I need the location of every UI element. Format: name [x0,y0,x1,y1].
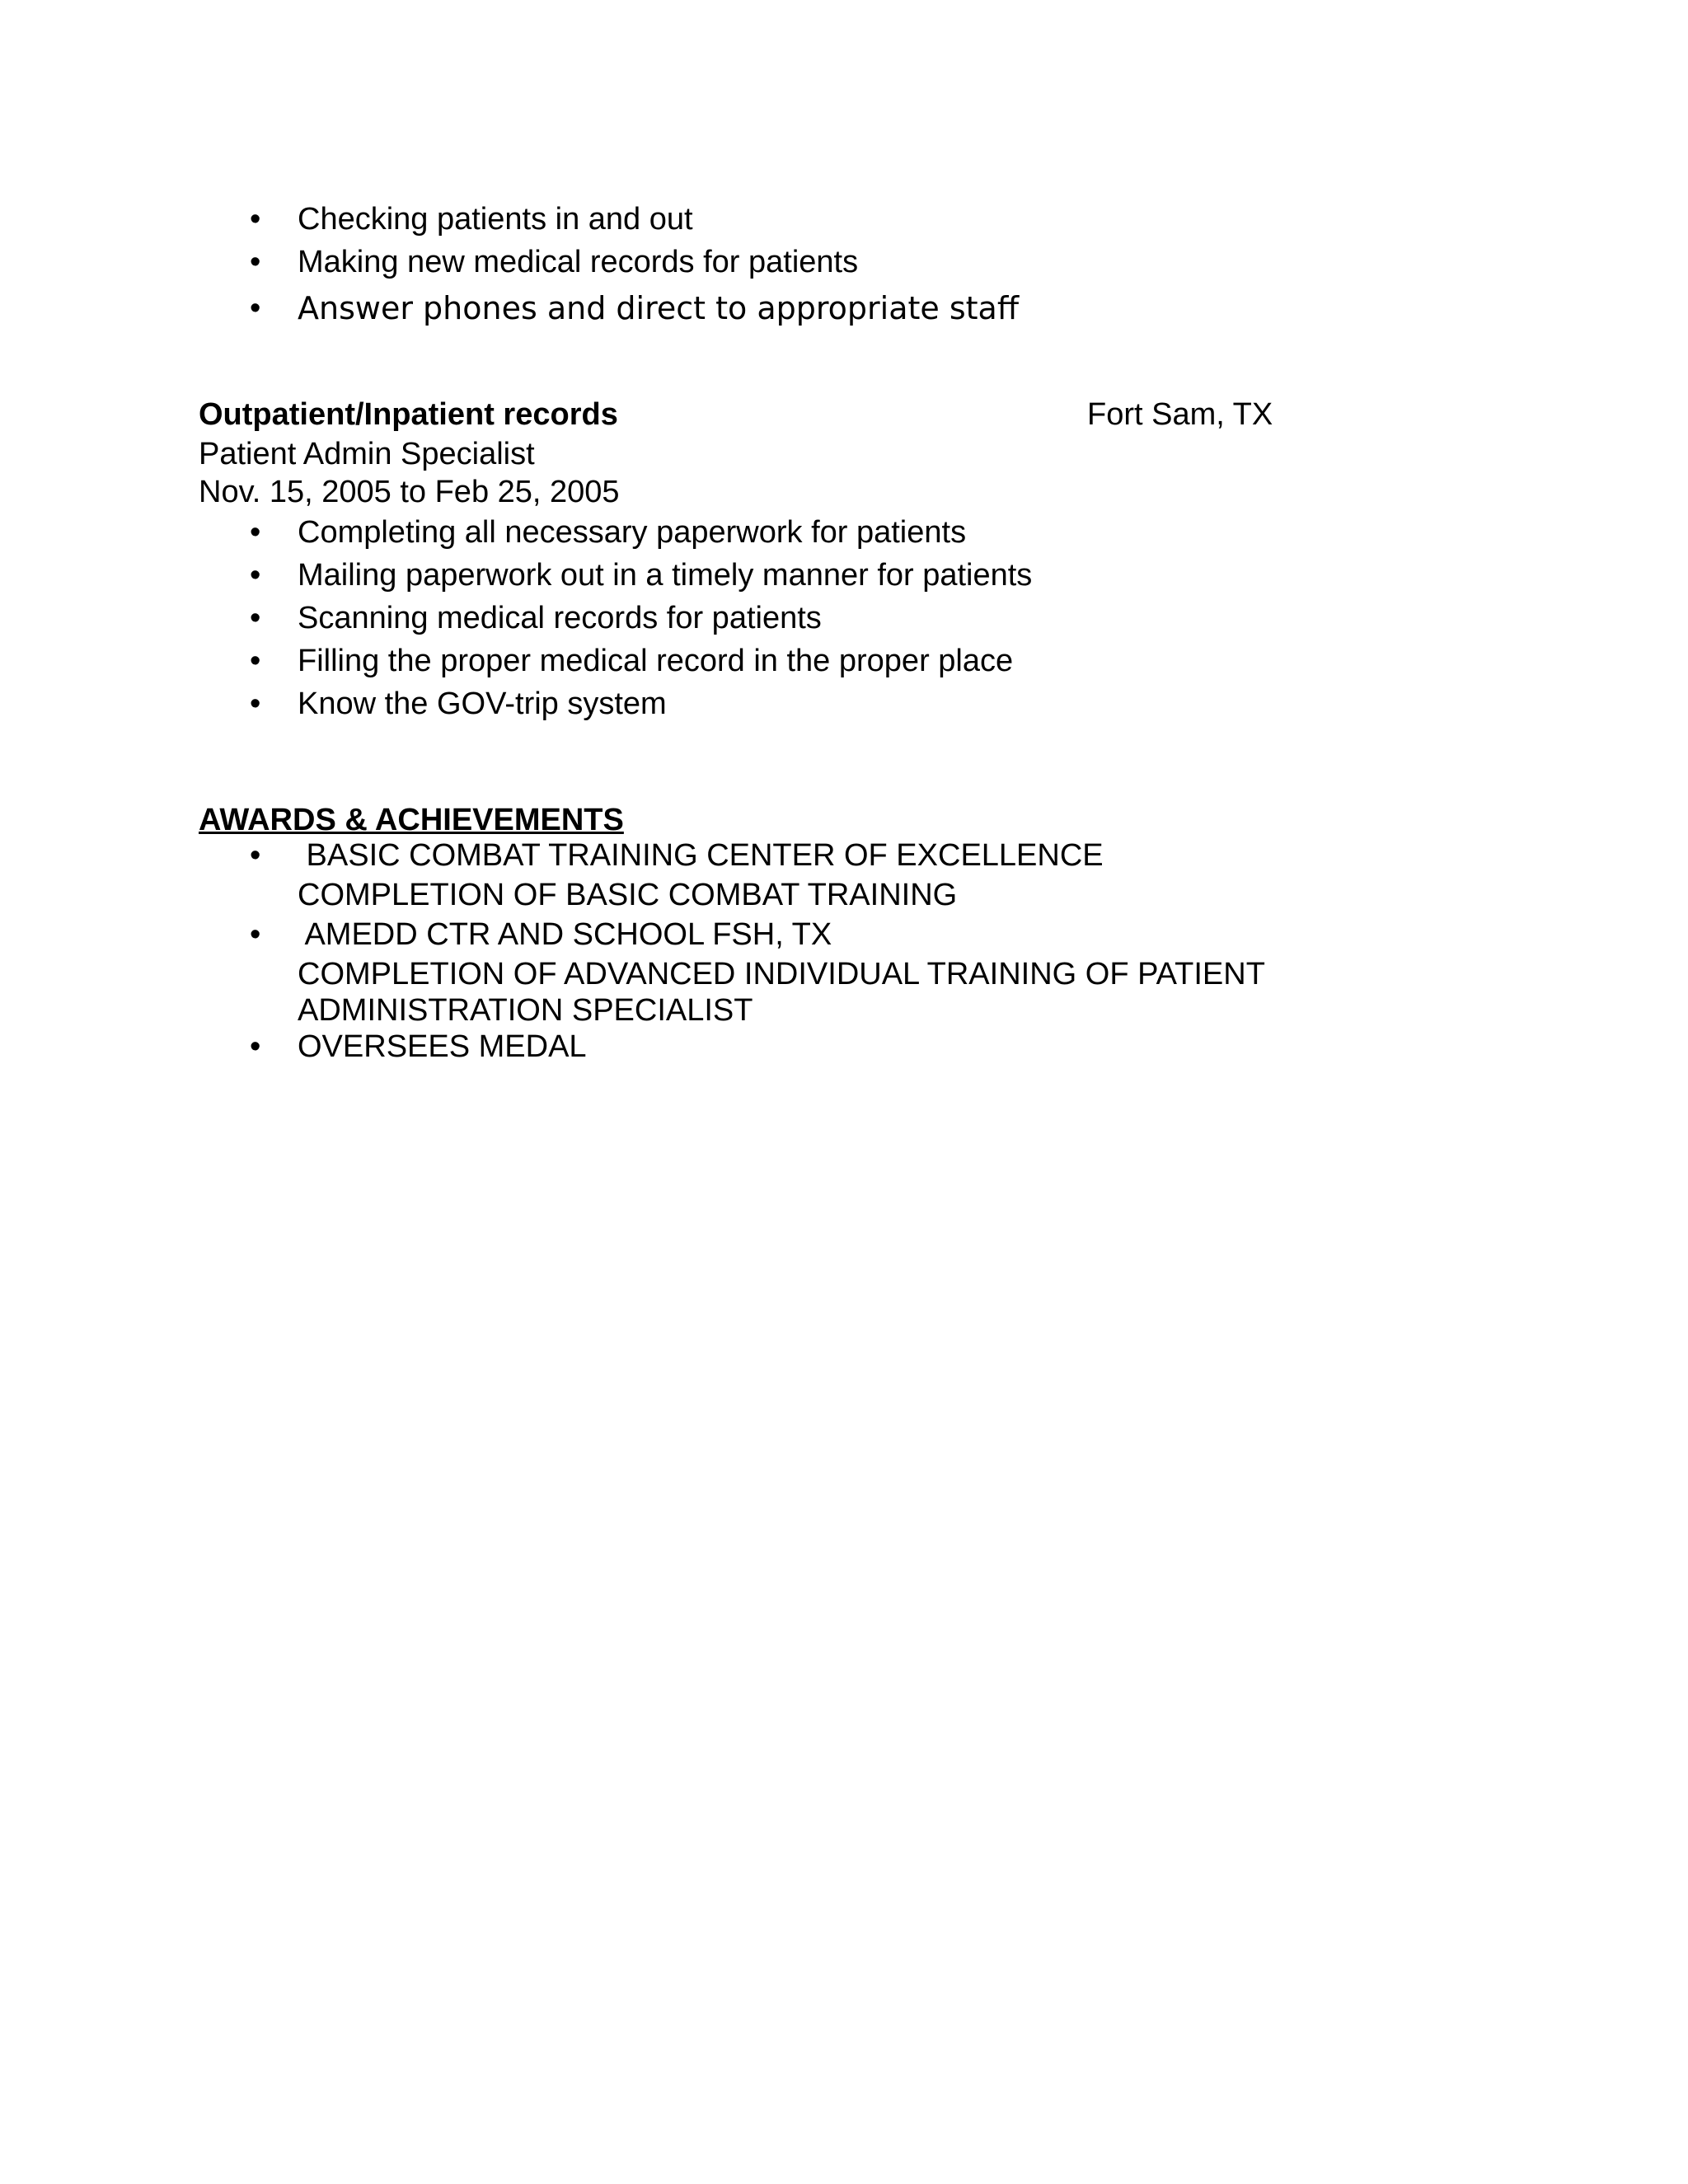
award-title: OVERSEES MEDAL [298,1029,587,1064]
award-detail: COMPLETION OF BASIC COMBAT TRAINING [298,878,958,912]
duty-text: Making new medical records for patients [298,245,859,279]
list-item [199,511,1032,554]
job-location: Fort Sam, TX [1087,397,1273,432]
job-role: Patient Admin Specialist [199,437,535,471]
bullet-icon: • [250,291,261,326]
job-duties-list [199,511,1032,725]
bullet-icon: • [250,917,261,952]
duty-text: Know the GOV-trip system [298,687,667,721]
list-item [199,554,1032,597]
duty-text: Mailing paperwork out in a timely manner for patients [298,558,1033,593]
list-item [199,682,1032,725]
award-title: BASIC COMBAT TRAINING CENTER OF EXCELLENCE [298,838,1104,873]
duty-text: Scanning medical records for patients [298,601,822,635]
bullet-icon: • [250,245,261,279]
list-item [199,915,1265,1027]
bullet-icon: • [250,1029,261,1064]
bullet-icon: • [250,515,261,550]
bullet-icon: • [250,202,261,237]
previous-job-duties-list [199,198,1019,330]
award-detail: COMPLETION OF ADVANCED INDIVIDUAL TRAINING OF PATIENT [298,957,1265,991]
bullet-icon: • [250,558,261,593]
duty-text: Completing all necessary paperwork for patients [298,515,967,550]
employer-name: Outpatient/Inpatient records [199,397,618,432]
bullet-icon: • [250,687,261,721]
bullet-icon: • [250,838,261,873]
job-dates: Nov. 15, 2005 to Feb 25, 2005 [199,475,620,509]
bullet-icon: • [250,601,261,635]
list-item [199,597,1032,640]
list-item [199,1027,1265,1066]
bullet-icon: • [250,644,261,678]
list-item [199,640,1032,682]
list-item [199,287,1019,330]
awards-heading: AWARDS & ACHIEVEMENTS [199,803,624,837]
duty-text: Answer phones and direct to appropriate staff [298,290,1020,326]
duty-text: Checking patients in and out [298,202,693,237]
duty-text: Filling the proper medical record in the proper place [298,644,1014,678]
list-item [199,241,1019,284]
list-item [199,836,1265,915]
award-detail: ADMINISTRATION SPECIALIST [298,993,753,1028]
award-title: AMEDD CTR AND SCHOOL FSH, TX [298,917,832,952]
awards-list [199,836,1265,1066]
list-item [199,198,1019,241]
